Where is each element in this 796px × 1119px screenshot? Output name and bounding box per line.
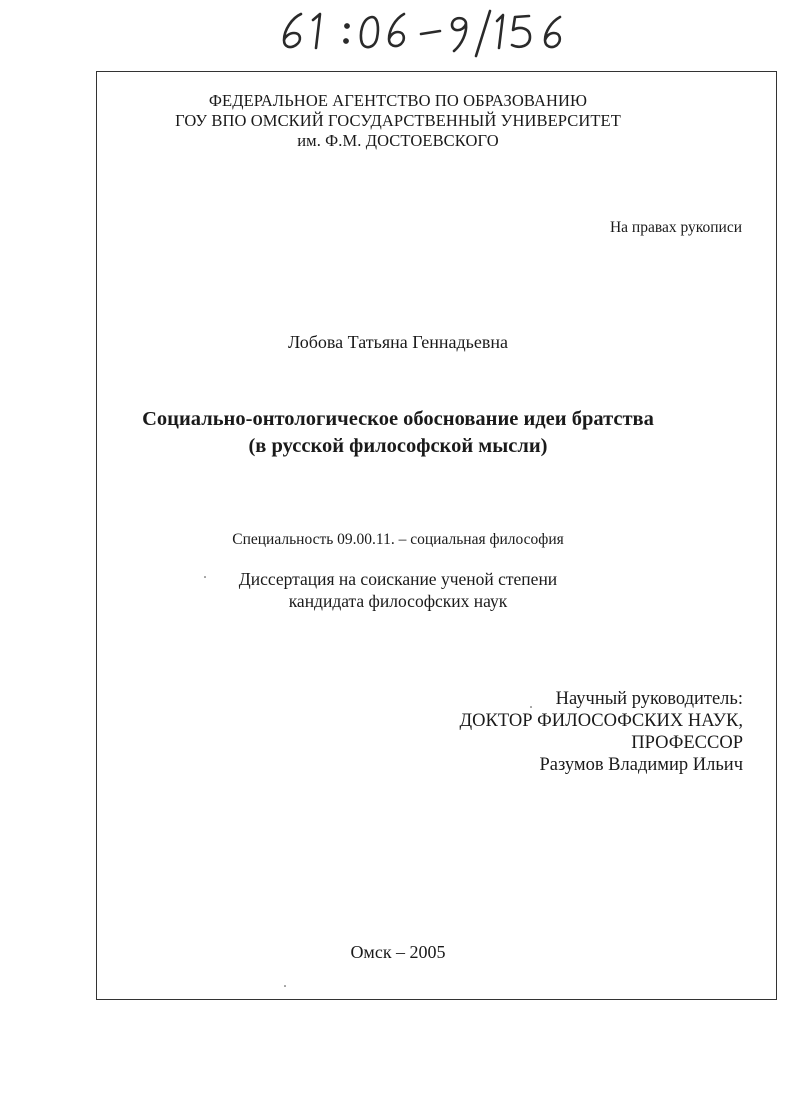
specialty: Специальность 09.00.11. – социальная философия — [232, 531, 564, 548]
supervisor-rank: ПРОФЕССОР — [631, 733, 743, 753]
degree-line-1: Диссертация на соискание ученой степени — [238, 569, 558, 589]
supervisor-name: Разумов Владимир Ильич — [539, 755, 743, 775]
handwritten-archive-number — [0, 0, 796, 70]
supervisor-label: Научный руководитель: — [555, 689, 743, 709]
agency-name: ФЕДЕРАЛЬНОЕ АГЕНТСТВО ПО ОБРАЗОВАНИЮ — [208, 91, 588, 110]
dissertation-title-line-1: Социально-онтологическое обоснование идеи братства — [142, 408, 654, 430]
author-name: Лобова Татьяна Геннадьевна — [288, 332, 508, 352]
supervisor-degree: ДОКТОР ФИЛОСОФСКИХ НАУК, — [459, 711, 743, 731]
manuscript-rights-note: На правах рукописи — [609, 219, 742, 236]
university-named-after: им. Ф.М. ДОСТОЕВСКОГО — [297, 131, 499, 150]
scan-speck — [530, 706, 532, 708]
scan-speck — [284, 985, 286, 987]
degree-line-2: кандидата философских наук — [288, 591, 508, 611]
place-and-year: Омск – 2005 — [350, 942, 446, 962]
dissertation-title-line-2: (в русской философской мысли) — [248, 435, 548, 457]
university-name: ГОУ ВПО ОМСКИЙ ГОСУДАРСТВЕННЫЙ УНИВЕРСИТЕТ — [175, 111, 621, 130]
scan-speck — [204, 576, 206, 578]
